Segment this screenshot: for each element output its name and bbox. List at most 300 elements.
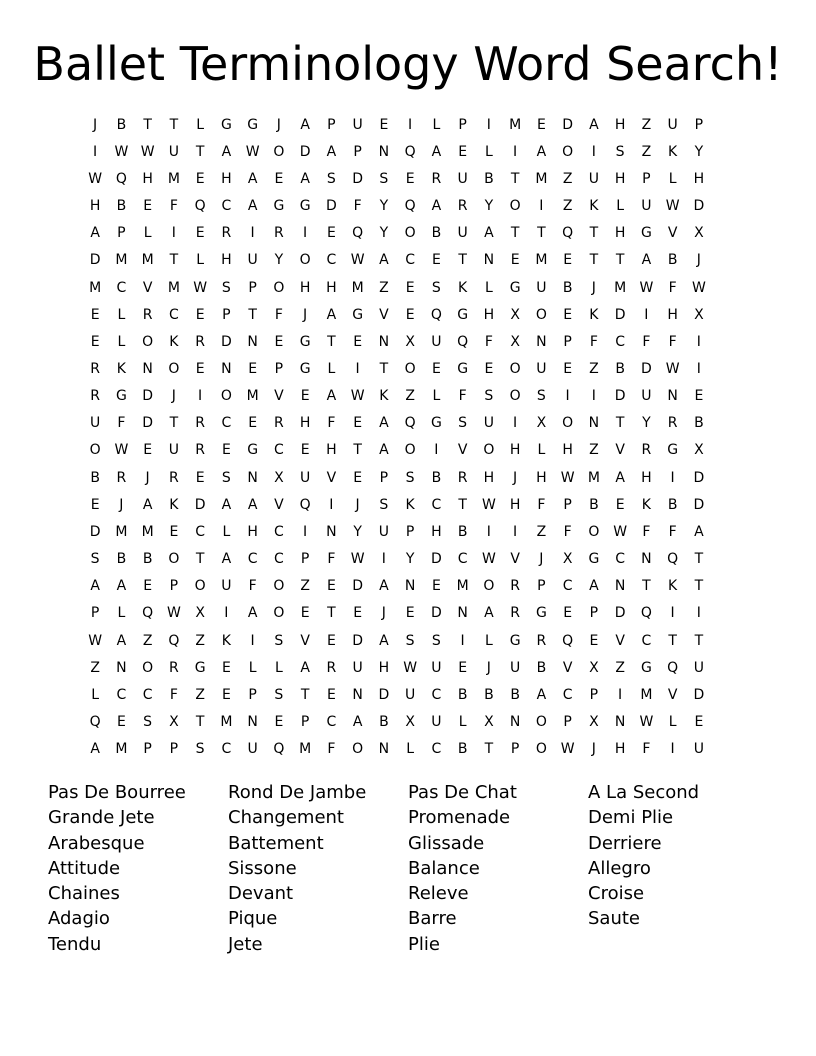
grid-letter: F bbox=[642, 741, 651, 758]
grid-letter: X bbox=[589, 659, 599, 676]
grid-letter: W bbox=[639, 714, 654, 731]
grid-letter: H bbox=[89, 198, 101, 215]
grid-letter: L bbox=[432, 116, 441, 133]
grid-letter: A bbox=[247, 198, 258, 215]
grid-letter: H bbox=[536, 469, 547, 486]
grid-letter: F bbox=[668, 523, 677, 540]
grid-letter: T bbox=[615, 252, 625, 269]
grid-letter: R bbox=[195, 415, 205, 432]
grid-letter: I bbox=[250, 225, 255, 242]
grid-letter: D bbox=[614, 388, 626, 405]
grid-letter: A bbox=[247, 605, 258, 622]
grid-letter: Z bbox=[641, 143, 652, 160]
grid-letter: N bbox=[614, 578, 626, 595]
grid-letter: F bbox=[169, 198, 178, 215]
grid-letter: P bbox=[537, 578, 546, 595]
grid-letter: B bbox=[457, 686, 468, 703]
grid-letter: U bbox=[300, 469, 311, 486]
grid-letter: M bbox=[115, 252, 128, 269]
grid-letter: O bbox=[194, 578, 206, 595]
grid-letter: F bbox=[327, 551, 336, 568]
grid-letter: Q bbox=[562, 225, 574, 242]
word-bank-column bbox=[408, 780, 588, 957]
word-bank-item: Attitude bbox=[48, 857, 121, 879]
grid-letter: X bbox=[694, 225, 704, 242]
grid-letter: T bbox=[589, 252, 599, 269]
grid-letter: O bbox=[509, 198, 521, 215]
grid-letter: B bbox=[694, 415, 704, 432]
grid-letter: Q bbox=[404, 415, 416, 432]
grid-letter: I bbox=[513, 523, 518, 540]
grid-letter: Z bbox=[589, 442, 599, 459]
grid-letter: U bbox=[536, 279, 547, 296]
grid-letter: X bbox=[536, 415, 547, 432]
grid-letter: W bbox=[350, 388, 365, 405]
grid-letter: N bbox=[509, 714, 521, 731]
grid-letter: Z bbox=[195, 632, 205, 649]
grid-letter: K bbox=[668, 578, 678, 595]
grid-letter: S bbox=[90, 551, 100, 568]
grid-letter: I bbox=[539, 198, 544, 215]
grid-letter: K bbox=[405, 496, 415, 513]
grid-letter: E bbox=[326, 225, 336, 242]
grid-letter: A bbox=[300, 116, 310, 133]
grid-letter: S bbox=[274, 632, 284, 649]
grid-letter: Q bbox=[194, 198, 206, 215]
grid-letter: Q bbox=[115, 170, 127, 187]
grid-letter: Z bbox=[90, 659, 100, 676]
grid-letter: W bbox=[350, 252, 365, 269]
grid-letter: T bbox=[694, 632, 704, 649]
grid-letter: E bbox=[221, 659, 231, 676]
grid-letter: D bbox=[693, 469, 705, 486]
grid-letter: T bbox=[143, 116, 152, 133]
grid-letter: Q bbox=[667, 659, 679, 676]
grid-letter: G bbox=[273, 198, 285, 215]
grid-letter: J bbox=[93, 116, 98, 133]
grid-letter: I bbox=[434, 442, 439, 459]
grid-letter: S bbox=[484, 388, 494, 405]
grid-letter: U bbox=[536, 360, 547, 377]
grid-letter: A bbox=[589, 578, 599, 595]
grid-letter: L bbox=[196, 116, 205, 133]
grid-letter: D bbox=[299, 143, 311, 160]
grid-row bbox=[82, 274, 712, 301]
word-bank-item: Balance bbox=[408, 857, 480, 879]
word-search-grid bbox=[82, 111, 712, 763]
grid-letter: Q bbox=[562, 632, 574, 649]
grid-letter: L bbox=[668, 714, 677, 731]
grid-letter: E bbox=[353, 333, 363, 350]
grid-letter: C bbox=[116, 279, 127, 296]
grid-letter: R bbox=[510, 605, 520, 622]
grid-letter: F bbox=[353, 198, 362, 215]
grid-letter: E bbox=[300, 442, 310, 459]
grid-letter: F bbox=[248, 578, 257, 595]
grid-letter: M bbox=[299, 741, 312, 758]
grid-letter: H bbox=[693, 170, 705, 187]
grid-letter: A bbox=[615, 469, 625, 486]
grid-letter: U bbox=[693, 741, 704, 758]
grid-letter: T bbox=[510, 170, 520, 187]
grid-letter: V bbox=[667, 225, 678, 242]
grid-letter: I bbox=[696, 605, 701, 622]
grid-row bbox=[82, 111, 712, 138]
grid-letter: O bbox=[483, 442, 495, 459]
grid-letter: J bbox=[303, 306, 308, 323]
word-bank-item: Pas De Chat bbox=[408, 782, 517, 803]
grid-letter: A bbox=[379, 632, 389, 649]
grid-letter: T bbox=[458, 496, 467, 513]
grid-letter: U bbox=[641, 198, 652, 215]
grid-letter: W bbox=[350, 551, 365, 568]
grid-letter: Q bbox=[667, 551, 679, 568]
grid-letter: T bbox=[195, 714, 205, 731]
grid-letter: A bbox=[589, 116, 599, 133]
grid-letter: P bbox=[563, 496, 572, 513]
grid-letter: X bbox=[484, 714, 494, 731]
grid-letter: H bbox=[299, 279, 311, 296]
grid-letter: K bbox=[169, 496, 179, 513]
grid-letter: E bbox=[379, 116, 389, 133]
grid-letter: W bbox=[114, 143, 129, 160]
grid-letter: E bbox=[484, 360, 494, 377]
grid-letter: O bbox=[404, 442, 416, 459]
grid-letter: P bbox=[563, 714, 572, 731]
grid-letter: T bbox=[169, 415, 179, 432]
grid-letter: P bbox=[90, 605, 100, 622]
grid-letter: C bbox=[615, 333, 626, 350]
grid-letter: F bbox=[668, 333, 677, 350]
grid-letter: S bbox=[221, 279, 231, 296]
grid-letter: Y bbox=[642, 415, 651, 432]
grid-letter: A bbox=[431, 143, 442, 160]
grid-letter: E bbox=[195, 225, 205, 242]
grid-letter: A bbox=[379, 415, 389, 432]
grid-letter: Y bbox=[484, 198, 494, 215]
grid-letter: X bbox=[694, 306, 704, 323]
grid-letter: P bbox=[169, 741, 179, 758]
grid-letter: Q bbox=[299, 496, 311, 513]
grid-letter: X bbox=[169, 714, 179, 731]
grid-letter: W bbox=[166, 605, 181, 622]
grid-letter: M bbox=[167, 170, 180, 187]
grid-letter: L bbox=[274, 659, 283, 676]
grid-letter: W bbox=[481, 496, 496, 513]
grid-letter: J bbox=[119, 496, 124, 513]
grid-letter: E bbox=[589, 632, 599, 649]
word-bank-item: Pique bbox=[228, 908, 278, 930]
grid-letter: Q bbox=[168, 632, 180, 649]
word-bank-item: Promenade bbox=[408, 807, 511, 829]
grid-letter: D bbox=[430, 551, 442, 568]
grid-letter: W bbox=[88, 632, 103, 649]
grid-letter: T bbox=[458, 252, 467, 269]
grid-letter: R bbox=[169, 659, 179, 676]
grid-letter: B bbox=[457, 523, 468, 540]
grid-letter: W bbox=[560, 741, 575, 758]
grid-letter: B bbox=[90, 469, 100, 486]
grid-letter: Y bbox=[379, 198, 389, 215]
grid-letter: C bbox=[615, 551, 626, 568]
grid-letter: T bbox=[327, 605, 336, 622]
grid-letter: M bbox=[89, 279, 102, 296]
grid-letter: O bbox=[535, 741, 547, 758]
grid-letter: H bbox=[614, 225, 626, 242]
grid-letter: H bbox=[509, 496, 521, 513]
grid-letter: F bbox=[327, 415, 336, 432]
grid-letter: B bbox=[536, 659, 547, 676]
word-bank-item: Sissone bbox=[228, 857, 297, 879]
grid-letter: L bbox=[484, 632, 493, 649]
grid-letter: Q bbox=[404, 198, 416, 215]
grid-letter: G bbox=[299, 360, 311, 377]
word-bank-item: Grande Jete bbox=[48, 807, 155, 829]
grid-letter: Y bbox=[379, 225, 389, 242]
grid-letter: S bbox=[431, 279, 441, 296]
grid-letter: O bbox=[142, 659, 154, 676]
grid-letter: L bbox=[484, 279, 493, 296]
word-bank bbox=[48, 780, 768, 957]
grid-letter: E bbox=[563, 360, 573, 377]
grid-letter: E bbox=[694, 388, 704, 405]
grid-letter: M bbox=[141, 523, 154, 540]
grid-letter: H bbox=[299, 415, 311, 432]
grid-letter: S bbox=[458, 415, 468, 432]
grid-row bbox=[82, 247, 712, 274]
grid-letter: B bbox=[116, 116, 127, 133]
grid-letter: P bbox=[248, 686, 257, 703]
grid-letter: F bbox=[563, 523, 572, 540]
grid-letter: H bbox=[221, 170, 232, 187]
grid-letter: R bbox=[221, 225, 232, 242]
grid-letter: P bbox=[300, 714, 310, 731]
grid-letter: A bbox=[536, 686, 547, 703]
grid-letter: W bbox=[613, 523, 628, 540]
grid-letter: E bbox=[90, 333, 100, 350]
grid-letter: U bbox=[168, 143, 179, 160]
grid-letter: E bbox=[326, 632, 336, 649]
grid-letter: E bbox=[195, 469, 205, 486]
grid-letter: E bbox=[195, 170, 205, 187]
grid-row bbox=[82, 138, 712, 165]
grid-letter: O bbox=[562, 415, 574, 432]
grid-letter: R bbox=[274, 415, 284, 432]
grid-letter: S bbox=[431, 632, 441, 649]
grid-letter: I bbox=[696, 360, 701, 377]
grid-letter: G bbox=[509, 279, 521, 296]
grid-letter: G bbox=[247, 442, 259, 459]
grid-letter: T bbox=[537, 225, 546, 242]
grid-letter: D bbox=[89, 523, 101, 540]
grid-letter: R bbox=[431, 170, 442, 187]
grid-letter: L bbox=[91, 686, 100, 703]
grid-letter: L bbox=[484, 143, 493, 160]
grid-letter: Z bbox=[195, 686, 205, 703]
grid-letter: E bbox=[405, 170, 415, 187]
grid-letter: H bbox=[614, 116, 626, 133]
grid-letter: V bbox=[274, 496, 284, 513]
grid-letter: E bbox=[300, 388, 310, 405]
grid-letter: D bbox=[325, 198, 337, 215]
grid-letter: E bbox=[300, 605, 310, 622]
grid-letter: I bbox=[460, 632, 465, 649]
grid-letter: L bbox=[196, 252, 205, 269]
grid-letter: Y bbox=[694, 143, 704, 160]
grid-letter: A bbox=[352, 714, 363, 731]
grid-letter: S bbox=[221, 469, 231, 486]
grid-letter: V bbox=[667, 686, 678, 703]
grid-letter: V bbox=[615, 632, 625, 649]
grid-letter: U bbox=[457, 225, 468, 242]
grid-letter: E bbox=[221, 442, 231, 459]
grid-letter: E bbox=[563, 605, 573, 622]
grid-letter: I bbox=[381, 551, 386, 568]
grid-letter: N bbox=[641, 551, 652, 568]
grid-letter: B bbox=[667, 496, 678, 513]
grid-letter: F bbox=[327, 741, 336, 758]
grid-letter: E bbox=[563, 306, 573, 323]
grid-letter: M bbox=[220, 714, 233, 731]
grid-letter: G bbox=[299, 333, 311, 350]
grid-letter: Z bbox=[405, 388, 415, 405]
grid-letter: H bbox=[509, 442, 521, 459]
grid-letter: K bbox=[116, 360, 126, 377]
grid-letter: A bbox=[221, 496, 232, 513]
grid-letter: C bbox=[641, 632, 652, 649]
grid-letter: C bbox=[195, 523, 206, 540]
grid-letter: U bbox=[247, 252, 258, 269]
grid-letter: E bbox=[405, 279, 415, 296]
grid-letter: A bbox=[536, 143, 547, 160]
grid-letter: L bbox=[117, 306, 126, 323]
grid-letter: P bbox=[353, 143, 362, 160]
grid-letter: J bbox=[276, 116, 281, 133]
grid-letter: B bbox=[116, 198, 127, 215]
grid-letter: A bbox=[431, 198, 442, 215]
grid-letter: X bbox=[589, 714, 599, 731]
word-bank-item: Battement bbox=[228, 832, 324, 854]
grid-letter: V bbox=[274, 388, 284, 405]
grid-letter: E bbox=[143, 198, 153, 215]
grid-letter: M bbox=[115, 523, 128, 540]
grid-letter: P bbox=[248, 279, 257, 296]
grid-letter: G bbox=[667, 442, 679, 459]
grid-row bbox=[82, 192, 712, 219]
grid-letter: W bbox=[691, 279, 706, 296]
grid-letter: E bbox=[458, 659, 468, 676]
word-bank-item: Derriere bbox=[588, 832, 662, 854]
grid-letter: O bbox=[404, 225, 416, 242]
grid-letter: O bbox=[404, 360, 416, 377]
grid-letter: J bbox=[591, 279, 596, 296]
grid-letter: R bbox=[457, 198, 468, 215]
grid-letter: E bbox=[248, 415, 258, 432]
grid-letter: Z bbox=[562, 170, 573, 187]
grid-letter: P bbox=[117, 225, 126, 242]
grid-letter: T bbox=[615, 415, 625, 432]
grid-letter: E bbox=[326, 578, 336, 595]
word-bank-item: Plie bbox=[408, 933, 440, 955]
grid-letter: Z bbox=[641, 116, 652, 133]
grid-letter: F bbox=[642, 523, 651, 540]
grid-letter: A bbox=[300, 170, 310, 187]
grid-letter: U bbox=[588, 170, 599, 187]
grid-letter: U bbox=[247, 741, 258, 758]
grid-letter: D bbox=[693, 686, 705, 703]
grid-letter: F bbox=[117, 415, 126, 432]
grid-letter: Q bbox=[352, 225, 364, 242]
grid-letter: K bbox=[379, 388, 389, 405]
grid-letter: E bbox=[563, 252, 573, 269]
grid-letter: V bbox=[379, 306, 389, 323]
grid-letter: X bbox=[195, 605, 205, 622]
grid-letter: N bbox=[667, 388, 678, 405]
grid-letter: D bbox=[614, 605, 626, 622]
grid-letter: T bbox=[642, 578, 651, 595]
grid-letter: R bbox=[510, 578, 520, 595]
grid-letter: N bbox=[588, 415, 600, 432]
word-bank-item: Barre bbox=[408, 908, 457, 930]
grid-letter: M bbox=[535, 170, 548, 187]
grid-letter: M bbox=[167, 279, 180, 296]
grid-letter: G bbox=[352, 306, 364, 323]
grid-letter: M bbox=[351, 279, 364, 296]
grid-letter: U bbox=[483, 415, 494, 432]
grid-letter: G bbox=[220, 116, 232, 133]
grid-letter: I bbox=[486, 523, 491, 540]
grid-letter: R bbox=[536, 632, 547, 649]
grid-letter: H bbox=[247, 523, 258, 540]
grid-letter: N bbox=[247, 333, 258, 350]
grid-letter: B bbox=[615, 360, 625, 377]
grid-letter: Z bbox=[615, 659, 625, 676]
grid-letter: O bbox=[273, 279, 285, 296]
grid-letter: D bbox=[142, 388, 154, 405]
grid-letter: F bbox=[274, 306, 283, 323]
grid-letter: Q bbox=[457, 333, 469, 350]
grid-letter: O bbox=[352, 741, 364, 758]
grid-letter: G bbox=[588, 551, 600, 568]
grid-letter: B bbox=[431, 225, 442, 242]
grid-letter: T bbox=[169, 252, 179, 269]
grid-letter: V bbox=[457, 442, 468, 459]
grid-letter: W bbox=[560, 469, 575, 486]
grid-letter: I bbox=[591, 388, 596, 405]
grid-letter: E bbox=[326, 686, 336, 703]
grid-letter: X bbox=[405, 333, 415, 350]
grid-letter: S bbox=[326, 170, 336, 187]
grid-letter: N bbox=[142, 360, 153, 377]
grid-letter: B bbox=[116, 551, 127, 568]
grid-letter: A bbox=[379, 442, 389, 459]
grid-letter: I bbox=[670, 469, 675, 486]
grid-letter: O bbox=[562, 143, 574, 160]
grid-letter: L bbox=[222, 523, 231, 540]
grid-letter: N bbox=[457, 605, 468, 622]
grid-letter: A bbox=[221, 551, 232, 568]
word-bank-item: Jete bbox=[228, 933, 263, 955]
grid-letter: T bbox=[484, 741, 494, 758]
grid-letter: L bbox=[248, 659, 257, 676]
grid-letter: X bbox=[694, 442, 704, 459]
grid-letter: L bbox=[143, 225, 152, 242]
grid-letter: G bbox=[509, 632, 521, 649]
grid-letter: O bbox=[299, 252, 311, 269]
grid-letter: T bbox=[195, 143, 205, 160]
grid-letter: T bbox=[510, 225, 520, 242]
grid-letter: Z bbox=[589, 360, 599, 377]
